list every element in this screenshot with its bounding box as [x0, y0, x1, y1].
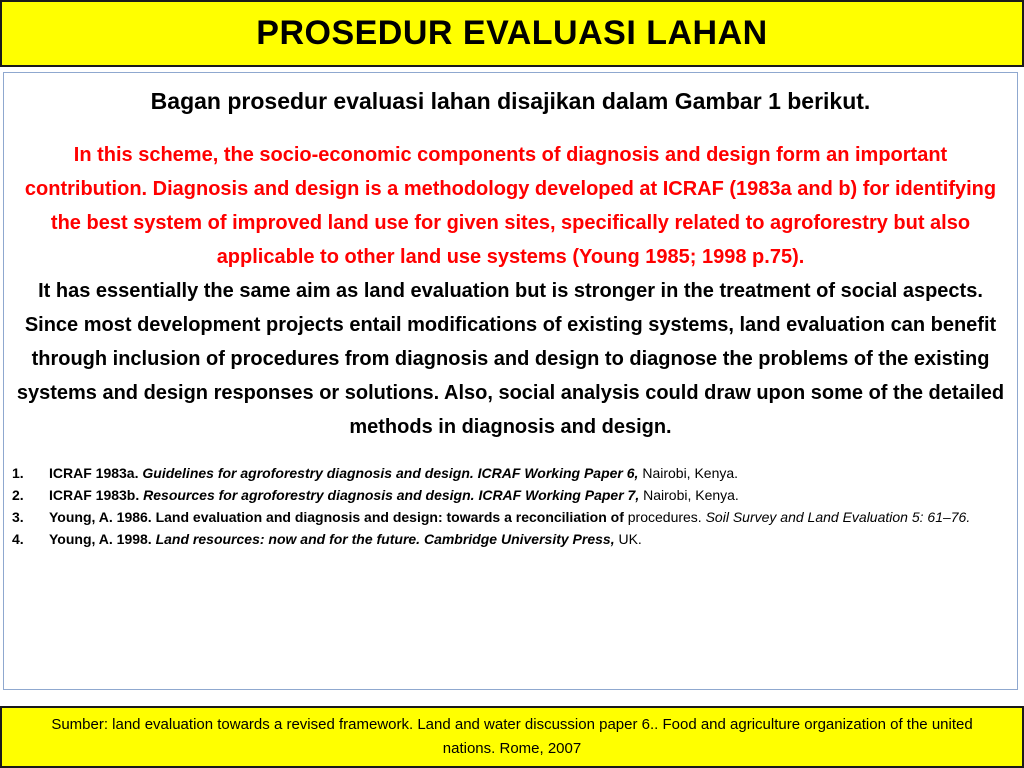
reference-tail: Nairobi, Kenya.: [639, 487, 739, 503]
slide-title: PROSEDUR EVALUASI LAHAN: [256, 14, 768, 52]
content-panel: [3, 72, 1018, 690]
reference-author: ICRAF 1983a.: [49, 465, 143, 481]
title-banner: [0, 0, 1024, 67]
reference-tail: procedures.: [627, 509, 706, 525]
body-paragraph: It has essentially the same aim as land evaluation but is stronger in the treatment of social aspects. Since most development projects entail modifications of existing systems, land evaluation can benefit through inclusion of procedures from diagnosis and design to diagnose the problems of the existing systems and design responses or solutions. Also, social analysis could draw upon some of the detailed methods in diagnosis and design.: [16, 280, 1005, 438]
reference-author: Young, A. 1986. Land evaluation and diagnosis and design: towards a reconciliation of: [49, 509, 628, 525]
reference-list: [12, 462, 1009, 550]
reference-author: Young, A. 1998.: [49, 531, 156, 547]
reference-item: [12, 484, 1009, 506]
intro-text: Bagan prosedur evaluasi lahan disajikan dalam Gambar 1 berikut.: [150, 88, 871, 114]
reference-item: [12, 462, 1009, 484]
reference-number: 3.: [12, 509, 24, 525]
reference-item: [12, 528, 1009, 550]
reference-item: [12, 506, 1009, 528]
highlight-paragraph: In this scheme, the socio-economic components of diagnosis and design form an important contribution. Diagnosis and design is a methodology developed at ICRAF (1983a and b) for identifying the best system of improved land use for given sites, specifically related to agroforestry but also applicable to other land use systems (Young 1985; 1998 p.75).: [24, 144, 997, 268]
reference-tail-italic: Soil Survey and Land Evaluation 5: 61–76.: [705, 509, 971, 525]
reference-tail: Nairobi, Kenya.: [638, 465, 739, 481]
source-text: Sumber: land evaluation towards a revised framework. Land and water discussion paper 6.. Food and agriculture organization of the united nations. Rome, 2007: [51, 716, 973, 757]
reference-work: Guidelines for agroforestry diagnosis and design. ICRAF Working Paper 6,: [142, 465, 639, 481]
source-banner: [0, 706, 1024, 768]
reference-tail: UK.: [614, 531, 642, 547]
reference-number: 1.: [12, 465, 24, 481]
reference-work: Land resources: now and for the future. Cambridge University Press,: [155, 531, 615, 547]
reference-author: ICRAF 1983b.: [49, 487, 144, 503]
reference-number: 4.: [12, 531, 24, 547]
reference-work: Resources for agroforestry diagnosis and design. ICRAF Working Paper 7,: [143, 487, 640, 503]
reference-number: 2.: [12, 487, 24, 503]
